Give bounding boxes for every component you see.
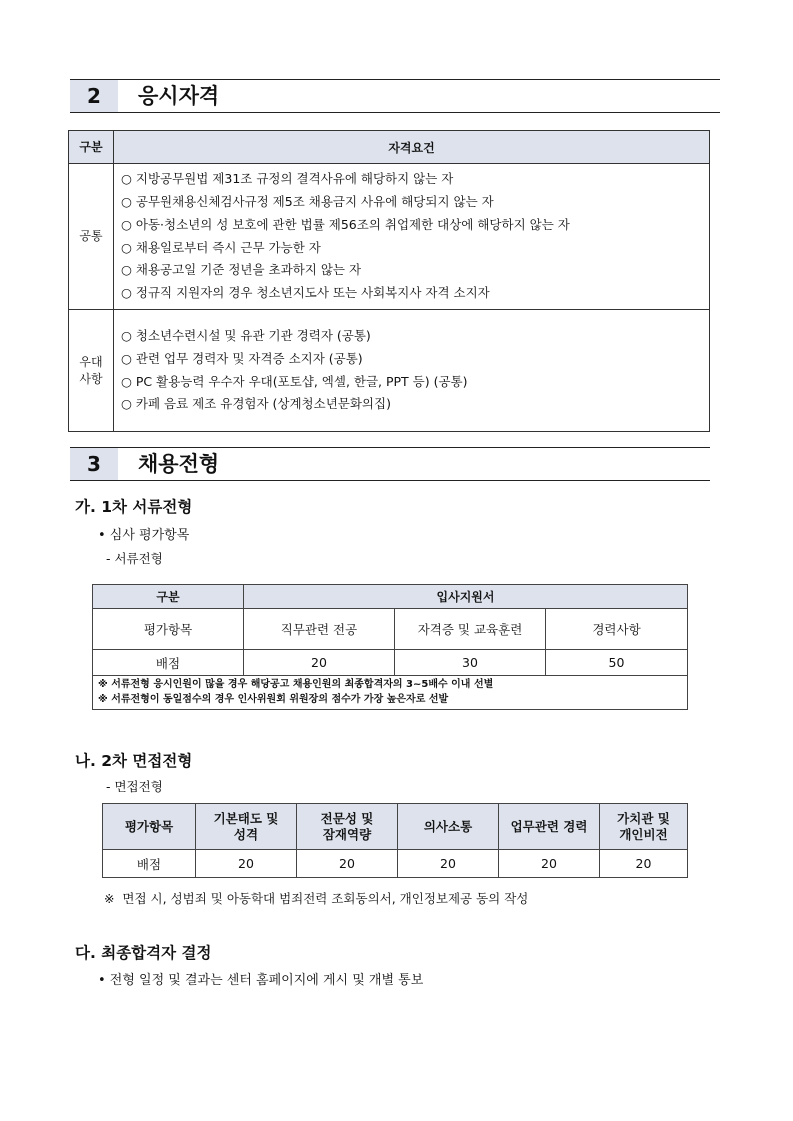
score-cell: 50 bbox=[546, 650, 688, 676]
section-header-2 bbox=[70, 79, 720, 113]
section-title: 응시자격 bbox=[138, 84, 220, 108]
stage1-bullet: • 심사 평가항목 bbox=[98, 528, 190, 543]
list-item: ○ PC 활용능력 우수자 우대(포토샵, 엑셀, 한글, PPT 등) (공통) bbox=[121, 373, 468, 389]
item-cell bbox=[499, 804, 600, 850]
note-line: ※ 서류전형 응시인원이 많을 경우 해당공고 채용인원의 최종합격자의 3~5배수 이내 선별 bbox=[98, 679, 494, 690]
row-label: 평가항목 bbox=[103, 804, 196, 850]
stage1-heading: 가. 1차 서류전형 bbox=[75, 498, 193, 516]
item-line: 성격 bbox=[233, 826, 259, 842]
item-line: 잠재역량 bbox=[322, 826, 372, 842]
item-cell bbox=[398, 804, 499, 850]
section-number: 3 bbox=[70, 448, 118, 480]
header-requirement: 자격요건 bbox=[114, 131, 710, 164]
category-line: 사항 bbox=[79, 371, 103, 386]
section-number: 2 bbox=[70, 80, 118, 112]
table-header-row bbox=[103, 804, 688, 850]
item-line: 전문성 및 bbox=[320, 810, 374, 826]
header-application: 입사지원서 bbox=[244, 585, 688, 609]
document-screening-table bbox=[92, 584, 688, 710]
table-row-items bbox=[93, 609, 688, 650]
score-cell: 20 bbox=[600, 850, 688, 878]
list-item: ○ 아동·청소년의 성 보호에 관한 법률 제56조의 취업제한 대상에 해당하지 않는 자 bbox=[121, 216, 570, 232]
score-cell: 20 bbox=[398, 850, 499, 878]
interview-note: ※ 면접 시, 성범죄 및 아동학대 범죄전력 조회동의서, 개인정보제공 동의 작성 bbox=[104, 891, 529, 906]
list-item: ○ 채용일로부터 즉시 근무 가능한 자 bbox=[121, 239, 321, 255]
qualification-table bbox=[68, 130, 710, 432]
list-item: ○ 청소년수련시설 및 유관 기관 경력자 (공통) bbox=[121, 327, 371, 343]
table-row-scores bbox=[103, 850, 688, 878]
note-line: ※ 서류전형이 동일점수의 경우 인사위원회 위원장의 점수가 가장 높은자로 선발 bbox=[98, 693, 449, 705]
row-label: 배점 bbox=[103, 850, 196, 878]
stage2-dash: - 면접전형 bbox=[106, 779, 163, 794]
item-line: 가치관 및 bbox=[617, 810, 670, 826]
stage3-heading: 다. 최종합격자 결정 bbox=[75, 944, 212, 962]
list-item: ○ 카페 음료 제조 유경험자 (상계청소년문화의집) bbox=[121, 396, 391, 412]
notes-cell bbox=[93, 676, 688, 710]
score-cell: 20 bbox=[196, 850, 297, 878]
table-row-scores bbox=[93, 650, 688, 676]
category-common: 공통 bbox=[69, 164, 114, 310]
table-header-row bbox=[93, 585, 688, 609]
header-category: 구분 bbox=[93, 585, 244, 609]
score-cell: 20 bbox=[499, 850, 600, 878]
section-header-3 bbox=[70, 447, 710, 481]
list-item: ○ 정규직 지원자의 경우 청소년지도사 또는 사회복지사 자격 소지자 bbox=[121, 285, 490, 301]
table-row-common bbox=[69, 164, 710, 310]
item-line: 의사소통 bbox=[423, 818, 473, 834]
item-cell bbox=[600, 804, 688, 850]
stage3-bullet: • 전형 일정 및 결과는 센터 홈페이지에 게시 및 개별 통보 bbox=[98, 973, 424, 988]
stage1-dash: - 서류전형 bbox=[106, 551, 163, 566]
item-cell bbox=[196, 804, 297, 850]
item-line: 기본태도 및 bbox=[213, 810, 279, 826]
table-header-row bbox=[69, 131, 710, 164]
list-item: ○ 공무원채용신체검사규정 제5조 채용금지 사유에 해당되지 않는 자 bbox=[121, 193, 494, 209]
row-label: 평가항목 bbox=[93, 609, 244, 650]
item-cell: 자격증 및 교육훈련 bbox=[395, 609, 546, 650]
header-category: 구분 bbox=[69, 131, 114, 164]
row-label: 배점 bbox=[93, 650, 244, 676]
list-item: ○ 채용공고일 기준 정년을 초과하지 않는 자 bbox=[121, 262, 362, 278]
table-row-notes bbox=[93, 676, 688, 710]
score-cell: 20 bbox=[244, 650, 395, 676]
interview-table bbox=[102, 803, 688, 878]
stage2-heading: 나. 2차 면접전형 bbox=[75, 752, 193, 770]
section-title: 채용전형 bbox=[138, 452, 220, 476]
item-cell bbox=[297, 804, 398, 850]
item-line: 개인비전 bbox=[619, 826, 668, 842]
score-cell: 30 bbox=[395, 650, 546, 676]
list-item: ○ 관련 업무 경력자 및 자격증 소지자 (공통) bbox=[121, 350, 363, 366]
score-cell: 20 bbox=[297, 850, 398, 878]
table-row-preferred bbox=[69, 310, 710, 432]
list-item: ○ 지방공무원법 제31조 규정의 결격사유에 해당하지 않는 자 bbox=[121, 171, 454, 187]
item-cell: 직무관련 전공 bbox=[244, 609, 395, 650]
requirement-list-common bbox=[114, 164, 710, 310]
requirement-list-preferred bbox=[114, 310, 710, 432]
category-line: 우대 bbox=[79, 354, 103, 369]
category-preferred bbox=[69, 310, 114, 432]
item-line: 업무관련 경력 bbox=[510, 818, 588, 834]
item-cell: 경력사항 bbox=[546, 609, 688, 650]
